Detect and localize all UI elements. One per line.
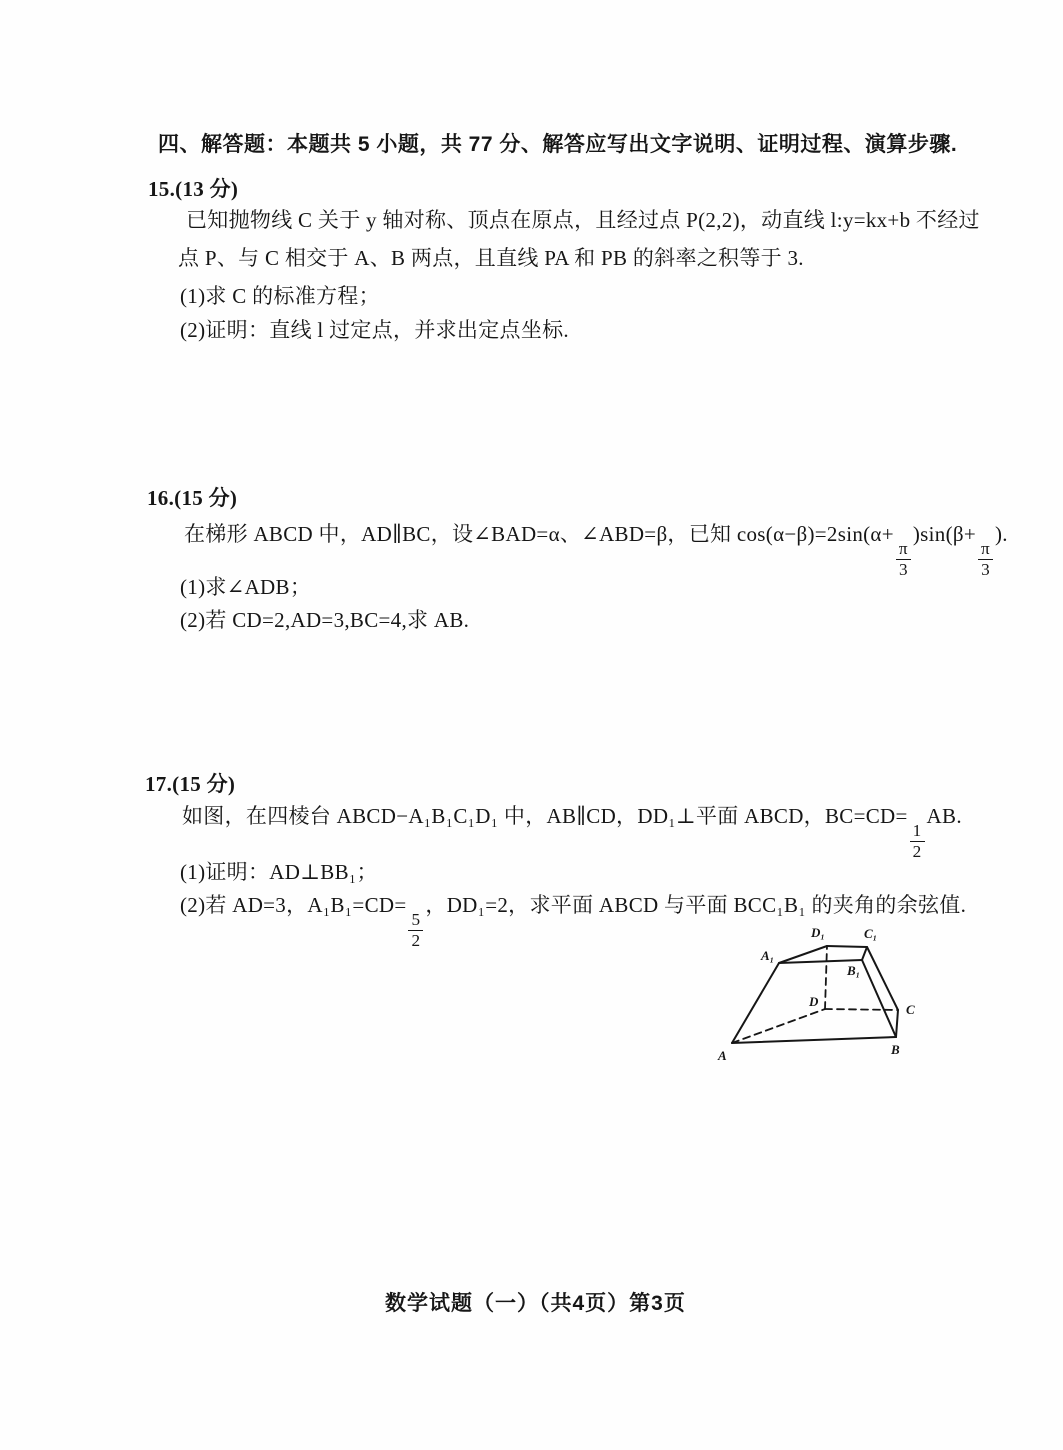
page-footer: 数学试题（一）（共4页）第3页 bbox=[385, 1292, 686, 1315]
vertex-label-d1: D₁ bbox=[811, 925, 825, 940]
vertex-label-d: D bbox=[809, 994, 819, 1009]
vertex-label-c: C bbox=[906, 1002, 915, 1017]
problem-16-question-2: (2)若 CD=2,AD=3,BC=4,求 AB. bbox=[180, 608, 470, 632]
problem-17-question-1: (1)证明：AD⊥BB₁； bbox=[180, 860, 378, 884]
frustum-figure bbox=[710, 920, 925, 1068]
vertex-label-a: A bbox=[718, 1048, 727, 1063]
problem-17-statement: 如图，在四棱台 ABCD−A₁B₁C₁D₁ 中，AB∥CD，DD₁⊥平面 ABCD，BC=CD= $\frac{1}{2}$ AB. bbox=[182, 804, 962, 861]
problem-17-question-2: (2)若 AD=3，A₁B₁=CD= $\frac{5}{2}$ ，DD₁=2，求平面 ABCD 与平面 BCC₁B₁ 的夹角的余弦值. bbox=[180, 893, 967, 950]
problem-17-number: 17.(15 分) bbox=[145, 772, 236, 796]
vertex-label-b: B bbox=[891, 1042, 900, 1057]
problem-15-line-1: 已知抛物线 C 关于 y 轴对称、顶点在原点，且经过点 P(2,2)，动直线 l:y=kx+b 不经过 bbox=[186, 208, 980, 232]
section-header: 四、解答题：本题共 5 小题，共 77 分、解答应写出文字说明、证明过程、演算步骤. bbox=[158, 133, 958, 156]
fraction: $\frac{5}{2}$ bbox=[408, 911, 423, 950]
problem-16-question-1: (1)求∠ADB； bbox=[180, 575, 312, 599]
vertex-label-c1: C₁ bbox=[864, 926, 878, 941]
vertex-label-a1: A₁ bbox=[761, 948, 775, 963]
frustum-figure-svg bbox=[710, 920, 925, 1068]
problem-16-statement: 在梯形 ABCD 中，AD∥BC，设∠BAD=α、∠ABD=β，已知 cos(α−β)=2sin(α+ $\frac{\pi}{3}$ )sin(β+ $\frac{\pi}{3}$ ). bbox=[184, 522, 1008, 579]
fraction: $\frac{\pi}{3}$ bbox=[978, 540, 993, 579]
problem-15-question-1: (1)求 C 的标准方程； bbox=[180, 284, 380, 308]
problem-15-line-2: 点 P、与 C 相交于 A、B 两点，且直线 PA 和 PB 的斜率之积等于 3. bbox=[178, 246, 804, 270]
vertex-label-b1: B₁ bbox=[847, 963, 861, 978]
problem-16-number: 16.(15 分) bbox=[147, 486, 238, 510]
problem-15-question-2: (2)证明：直线 l 过定点，并求出定点坐标. bbox=[180, 318, 569, 342]
problem-15-number: 15.(13 分) bbox=[148, 177, 239, 201]
fraction: $\frac{\pi}{3}$ bbox=[896, 540, 911, 579]
fraction: $\frac{1}{2}$ bbox=[910, 822, 925, 861]
